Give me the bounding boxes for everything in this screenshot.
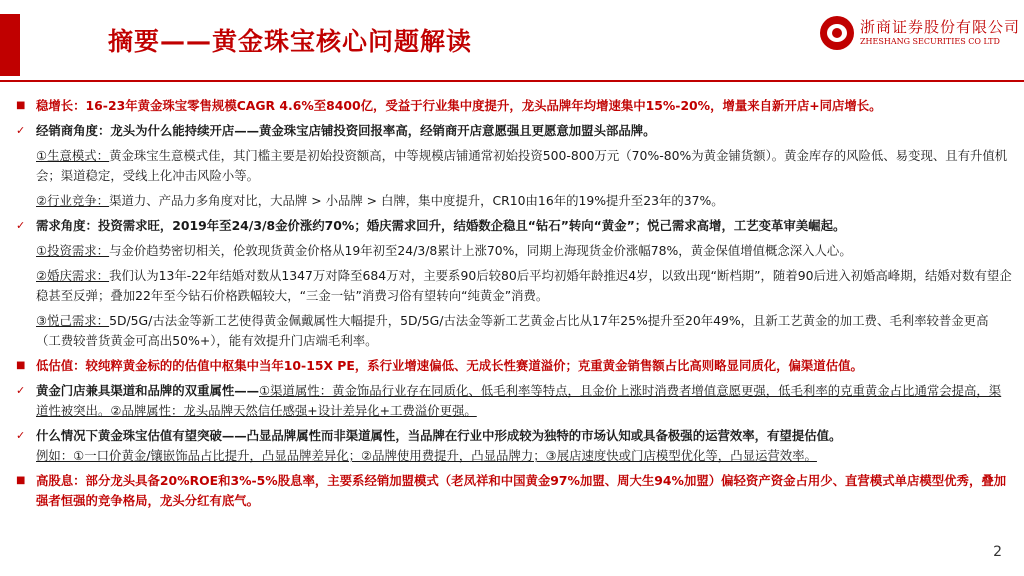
detail-business-model bbox=[14, 146, 1012, 186]
point-text: ①渠道属性：黄金饰品行业存在同质化、低毛利率等特点，且金价上涨时消费者增值意愿更强，低毛利率的克重黄金占比通常会提高，渠道性被突出。②品牌属性：龙头品牌天然信任感强+设计差异化+工费溢价更强。 bbox=[36, 383, 1002, 418]
accent-bar bbox=[0, 14, 20, 76]
checkmark-icon: ✓ bbox=[16, 384, 26, 397]
section-text: 低估值：较纯粹黄金标的的估值中枢集中当年10-15X PE，系行业增速偏低、无成长性赛道溢价；克重黄金销售额占比高则略显同质化，偏渠道估值。 bbox=[36, 358, 863, 373]
square-bullet-icon: ■ bbox=[16, 360, 26, 371]
detail-wedding-demand bbox=[14, 266, 1012, 306]
page-title: 摘要——黄金珠宝核心问题解读 bbox=[108, 27, 473, 56]
logo-name-cn: 浙商证券股份有限公司 bbox=[860, 18, 1021, 36]
detail-text: 5D/5G/古法金等新工艺使得黄金佩戴属性大幅提升，5D/5G/古法金等新工艺黄金占比从17年25%提升至20年49%，且新工艺黄金的加工费、毛利率较普金更高（工费较普货黄金可高出50%+），能有效提升门店端毛利率。 bbox=[36, 313, 989, 348]
detail-self-reward-demand bbox=[14, 311, 1012, 351]
detail-text: 渠道力、产品力多角度对比，大品牌 > 小品牌 > 白牌，集中度提升，CR10由16年的19%提升至23年的37%。 bbox=[109, 193, 724, 208]
point-dealer-perspective bbox=[14, 121, 1012, 141]
detail-text: 我们认为13年-22年结婚对数从1347万对降至684万对，主要系90后较80后平均初婚年龄推迟4岁，以致出现“断档期”，随着90后进入初婚高峰期，结婚对数有望企稳甚至反弹；叠加22年至今钻石价格跌幅较大，“三金一钻”消费习俗有望转向“纯黄金”消费。 bbox=[36, 268, 1012, 303]
logo-name-en: ZHESHANG SECURITIES CO LTD bbox=[860, 37, 1000, 46]
logo-mark-icon bbox=[820, 16, 854, 50]
detail-label: ②婚庆需求： bbox=[36, 268, 110, 283]
company-logo bbox=[820, 14, 1020, 54]
section-stable-growth bbox=[14, 96, 1012, 116]
section-text: 高股息：部分龙头具备20%ROE和3%-5%股息率，主要系经销加盟模式（老凤祥和中国黄金97%加盟、周大生94%加盟）偏轻资产资金占用少、直营模式单店模型优秀，叠加强者恒强的竞争格局，龙头分红有底气。 bbox=[36, 473, 1007, 508]
checkmark-icon: ✓ bbox=[16, 219, 26, 232]
detail-text: 与金价趋势密切相关，伦敦现货黄金价格从19年初至24/3/8累计上涨70%，同期上海现货金价涨幅78%，黄金保值增值概念深入人心。 bbox=[109, 243, 852, 258]
detail-label: ③悦己需求： bbox=[36, 313, 110, 328]
section-high-dividend bbox=[14, 471, 1012, 511]
point-dual-attributes bbox=[14, 381, 1012, 421]
checkmark-icon: ✓ bbox=[16, 429, 26, 442]
detail-investment-demand bbox=[14, 241, 1012, 261]
detail-industry-competition bbox=[14, 191, 1012, 211]
point-lead: 什么情况下黄金珠宝估值有望突破——凸显品牌属性而非渠道属性，当品牌在行业中形成较为独特的市场认知或具备极强的运营效率，有望提估值。 bbox=[36, 428, 842, 443]
section-text: 稳增长：16-23年黄金珠宝零售规模CAGR 4.6%至8400亿，受益于行业集中度提升，龙头品牌年均增速集中15%-20%，增量来自新开店+同店增长。 bbox=[36, 98, 882, 113]
point-valuation-breakthrough bbox=[14, 426, 1012, 466]
point-text: 经销商角度：龙头为什么能持续开店——黄金珠宝店铺投资回报率高，经销商开店意愿强且更愿意加盟头部品牌。 bbox=[36, 123, 656, 138]
detail-label: ②行业竞争： bbox=[36, 193, 110, 208]
header-divider bbox=[0, 80, 1024, 82]
page-number: 2 bbox=[993, 544, 1002, 560]
point-text: 例如：①一口价黄金/镶嵌饰品占比提升，凸显品牌差异化；②品牌使用费提升，凸显品牌力；③展店速度快或门店模型优化等，凸显运营效率。 bbox=[36, 448, 817, 463]
square-bullet-icon: ■ bbox=[16, 475, 26, 486]
detail-label: ①投资需求： bbox=[36, 243, 110, 258]
section-low-valuation bbox=[14, 356, 1012, 376]
point-text: 需求角度：投资需求旺，2019年至24/3/8金价涨约70%；婚庆需求回升，结婚数企稳且“钻石”转向“黄金”；悦己需求高增，工艺变革审美崛起。 bbox=[36, 218, 846, 233]
checkmark-icon: ✓ bbox=[16, 124, 26, 137]
point-lead: 黄金门店兼具渠道和品牌的双重属性—— bbox=[36, 383, 260, 398]
point-demand-perspective bbox=[14, 216, 1012, 236]
detail-label: ①生意模式： bbox=[36, 148, 110, 163]
summary-content bbox=[14, 96, 1012, 511]
square-bullet-icon: ■ bbox=[16, 100, 26, 111]
detail-text: 黄金珠宝生意模式佳，其门槛主要是初始投资额高，中等规模店铺通常初始投资500-800万元（70%-80%为黄金铺货额）。黄金库存的风险低、易变现、且有升值机会；渠道稳定，受线上化冲击风险小等。 bbox=[36, 148, 1008, 183]
